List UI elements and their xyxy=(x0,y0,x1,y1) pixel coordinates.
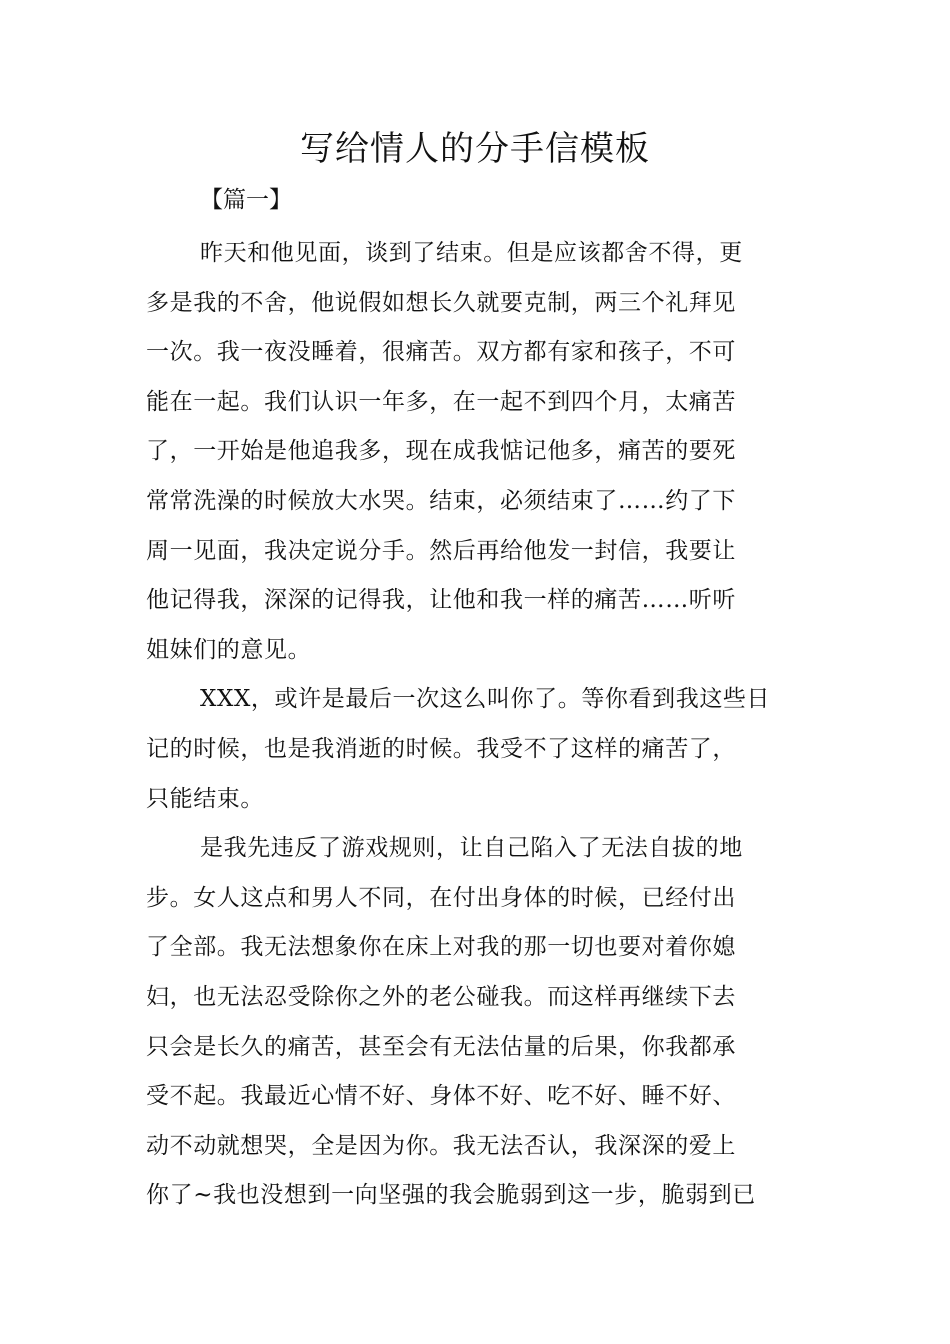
text-line: 只会是长久的痛苦，甚至会有无法估量的后果，你我都承 xyxy=(146,1033,736,1060)
text-line: 动不动就想哭，全是因为你。我无法否认，我深深的爱上 xyxy=(146,1132,736,1159)
section-label: 【篇一】 xyxy=(200,187,292,213)
text-line: 步。女人这点和男人不同，在付出身体的时候，已经付出 xyxy=(146,884,736,911)
paragraph-3 xyxy=(146,824,806,1221)
text-line: 姐妹们的意见。 xyxy=(146,636,312,663)
paragraph-2 xyxy=(146,675,806,824)
text-line: 一次。我一夜没睡着，很痛苦。双方都有家和孩子，不可 xyxy=(146,339,736,366)
text-line: 周一见面，我决定说分手。然后再给他发一封信，我要让 xyxy=(146,537,736,564)
text-line: 能在一起。我们认识一年多，在一起不到四个月，太痛苦 xyxy=(146,388,736,415)
text-line: 记的时候，也是我消逝的时候。我受不了这样的痛苦了， xyxy=(146,735,736,762)
page-title: 写给情人的分手信模板 xyxy=(300,129,650,169)
text-line: 只能结束。 xyxy=(146,785,264,812)
document-body xyxy=(146,229,806,1221)
text-line: 你了~我也没想到一向坚强的我会脆弱到这一步，脆弱到已 xyxy=(146,1182,756,1209)
text-line: 妇，也无法忍受除你之外的老公碰我。而这样再继续下去 xyxy=(146,983,736,1010)
paragraph-1 xyxy=(146,229,806,675)
text-line: 了，一开始是他追我多，现在成我惦记他多，痛苦的要死 xyxy=(146,438,736,465)
text-line: 昨天和他见面，谈到了结束。但是应该都舍不得，更 xyxy=(200,240,743,266)
text-line: 常常洗澡的时候放大水哭。结束，必须结束了……约了下 xyxy=(146,487,736,514)
text-line: 多是我的不舍，他说假如想长久就要克制，两三个礼拜见 xyxy=(146,289,736,316)
text-line: 受不起。我最近心情不好、身体不好、吃不好、睡不好、 xyxy=(146,1083,736,1110)
text-line: 了全部。我无法想象你在床上对我的那一切也要对着你媳 xyxy=(146,934,736,961)
text-line: 他记得我，深深的记得我，让他和我一样的痛苦……听听 xyxy=(146,587,736,614)
text-line: XXX，或许是最后一次这么叫你了。等你看到我这些日 xyxy=(200,686,771,713)
text-line: 是我先违反了游戏规则，让自己陷入了无法自拔的地 xyxy=(200,835,743,862)
